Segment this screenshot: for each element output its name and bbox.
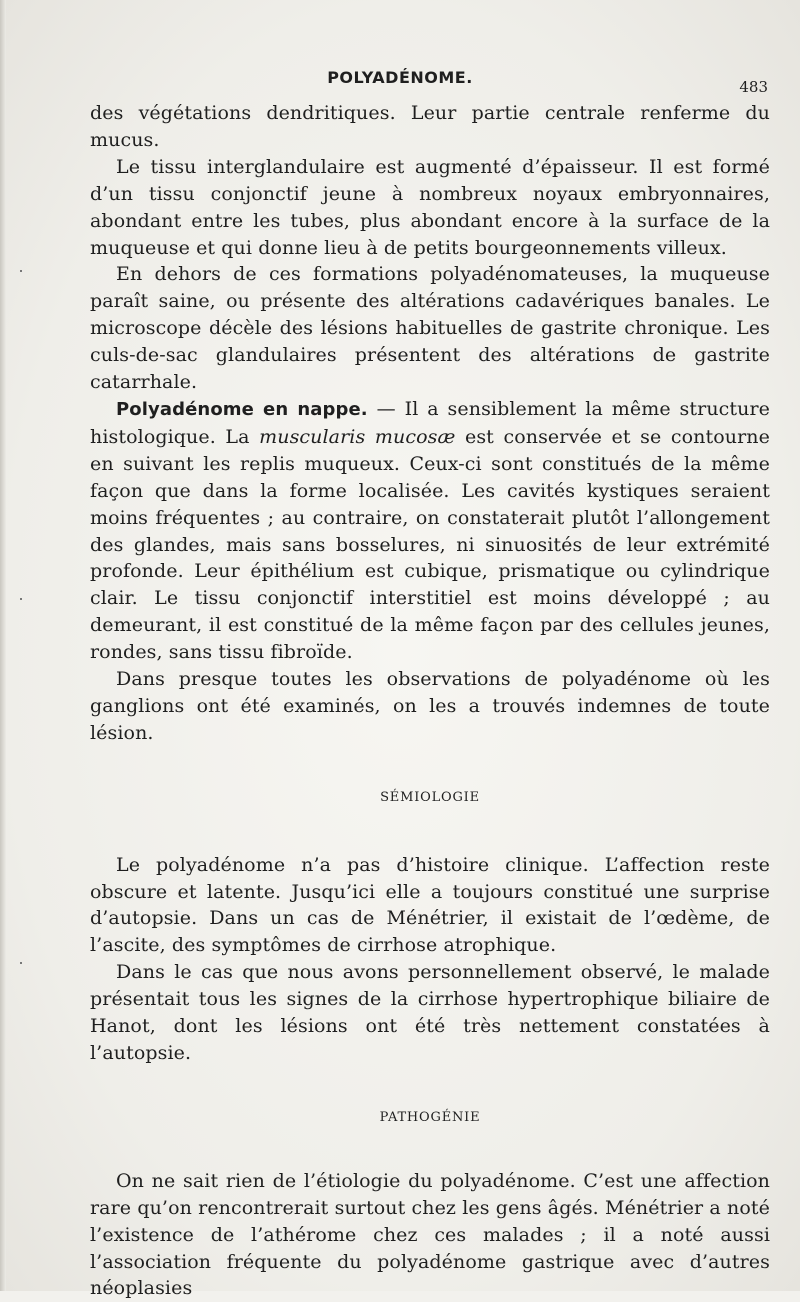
margin-mark bbox=[20, 270, 22, 272]
paragraph: En dehors de ces formations polyadénomateuses, la muqueuse paraît saine, ou présente des altérations cadavériques banales. Le microscope décèle des lésions habituelles de gastrite chronique. Les culs-de-sac glandulaires présentent des altérations de gastrite catarrhale. bbox=[90, 263, 770, 394]
paragraph-text: est conservée et se contourne en suivant les replis muqueux. Ceux-ci sont constitués de la même façon que dans la forme localisée. Les cavités kystiques seraient moins fréquentes ; au contraire, on constaterait plutôt l’allongement des glandes, mais sans bosselures, ni sinuosités de leur extrémité profonde. Leur épithélium est cubique, prismatique ou cylindrique clair. Le tissu conjonctif interstitiel est moins développé ; au demeurant, il est constitué de la même façon par des cellules jeunes, rondes, sans tissu fibroïde. bbox=[90, 425, 770, 664]
paragraph-polyadenome-en-nappe bbox=[90, 396, 770, 666]
paragraph: Le polyadénome n’a pas d’histoire clinique. L’affection reste obscure et latente. Jusqu’ici elle a toujours constitué une surprise d’autopsie. Dans un cas de Ménétrier, il existait de l’œdème, de l’ascite, des symptômes de cirrhose atrophique. bbox=[90, 853, 770, 957]
section-title-semiologie: SÉMIOLOGIE bbox=[380, 789, 480, 805]
paragraph-text: — Il a sensiblement la même structure histologique. La bbox=[90, 397, 770, 448]
body-text bbox=[90, 100, 770, 1302]
running-head: POLYADÉNOME. bbox=[327, 68, 473, 87]
italic-term: muscularis mucosæ bbox=[259, 425, 456, 448]
paragraph: des végétations dendritiques. Leur partie centrale renferme du mucus. bbox=[90, 102, 770, 151]
paragraph: Le tissu interglandulaire est augmenté d’épaisseur. Il est formé d’un tissu conjonctif jeune à nombreux noyaux embryonnaires, abondant entre les tubes, plus abondant encore à la surface de la muqueuse et qui donne lieu à de petits bourgeonnements villeux. bbox=[90, 155, 770, 259]
page-spine-shadow bbox=[0, 0, 6, 1291]
paragraph: Dans le cas que nous avons personnellement observé, le malade présentait tous les signes de la cirrhose hypertrophique biliaire de Hanot, dont les lésions ont été très nettement constatées à l’autopsie. bbox=[90, 961, 770, 1064]
paragraph: Dans presque toutes les observations de polyadénome où les ganglions ont été examinés, on les a trouvés indemnes de toute lésion. bbox=[90, 668, 770, 744]
page-number: 483 bbox=[739, 78, 768, 96]
margin-mark bbox=[20, 962, 22, 964]
margin-mark bbox=[20, 598, 22, 600]
subsection-heading: Polyadénome en nappe. bbox=[116, 398, 368, 420]
section-title-pathogenie: PATHOGÉNIE bbox=[379, 1109, 481, 1125]
paragraph: On ne sait rien de l’étiologie du polyadénome. C’est une affection rare qu’on rencontrerait surtout chez les gens âgés. Ménétrier a noté l’existence de l’athérome chez ces malades ; il a noté aussi l’association fréquente du polyadénome gastrique avec d’autres néoplasies bbox=[90, 1169, 770, 1300]
